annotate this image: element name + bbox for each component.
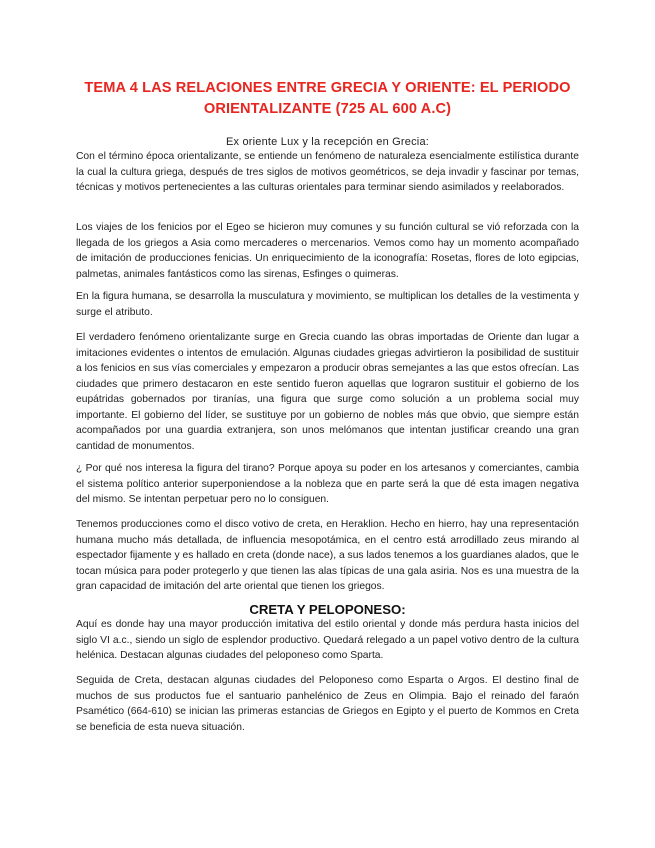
document-subtitle: Ex oriente Lux y la recepción en Grecia: (225, 136, 430, 148)
paragraph-viajes-fenicios: Los viajes de los fenicios por el Egeo se hicieron muy comunes y su función cultural se vió reforzada con la llegada de los griegos a Asia como mercaderes o mercenarios. Vemos como hay un momento acompañado de imitación de producciones fenicias. Un enriquecimiento de la iconografía: Rosetas, flores de loto egipcias, palmetas, animales fantásticos como las sirenas, Esfinges o quimeras. (76, 222, 579, 280)
paragraph-figura-humana: En la figura humana, se desarrolla la musculatura y movimiento, se multiplican los detalles de la vestimenta y surge el atributo. (76, 291, 579, 318)
paragraph-figura-tirano: ¿ Por qué nos interesa la figura del tirano? Porque apoya su poder en los artesanos y comerciantes, cambia el sistema político anterior superponiendose a la nobleza que en parte será la que dé esta imagen negativa del mismo. Se intentan perpetuar pero no lo consiguen. (76, 463, 579, 505)
paragraph-produccion-imitativa: Aquí es donde hay una mayor producción imitativa del estilo oriental y donde más perdura hasta inicios del siglo VI a.c., siendo un siglo de esplendor productivo. Quedará relegado a un papel votivo dentro de la cultura helénica. Destacan algunas ciudades del peloponeso como Sparta. (76, 619, 579, 661)
paragraph-seguida-creta: Seguida de Creta, destacan algunas ciudades del Peloponeso como Esparta o Argos. El destino final de muchos de sus productos fue el santuario panhelénico de Zeus en Olimpia. Bajo el reinado del faraón Psamético (664-610) se inician las primeras estancias de Griegos en Egipto y el puerto de Kommos en Creta se beneficia de esta nueva situación. (76, 675, 579, 733)
section-heading-creta-peloponeso: CRETA Y PELOPONESO: (249, 602, 406, 617)
document-title: TEMA 4 LAS RELACIONES ENTRE GRECIA Y ORIENTE: EL PERIODO ORIENTALIZANTE (725 AL 600 A.C) (84, 80, 571, 117)
paragraph-epoca-orientalizante: Con el término época orientalizante, se entiende un fenómeno de naturaleza esencialmente estilística durante la cual la cultura griega, después de tres siglos de motivos geométricos, se deja invadir y fascinar por temas, técnicas y motivos pertenecientes a las culturas orientales para terminar siendo asimilados y reelaborados. (76, 151, 579, 193)
paragraph-fenomeno-orientalizante: El verdadero fenómeno orientalizante surge en Grecia cuando las obras importadas de Oriente dan lugar a imitaciones evidentes o intentos de emulación. Algunas ciudades griegas advirtieron la posibilidad de sustituir a los fenicios en sus vías comerciales y empezaron a producir obras semejantes a las que estos ofrecían. Las ciudades que primero destacaron en este sentido fueron aquellas que lograron sustituir el gobierno de los eupátridas gobernados por tiranías, una figura que surge como solución a un problema social muy importante. El gobierno del líder, se sustituye por un gobierno de nobles más que obvio, que siempre están acompañados por una guardia extranjera, son unos melómanos que intentan justificar creando una gran cantidad de monumentos. (76, 332, 579, 452)
paragraph-disco-votivo: Tenemos producciones como el disco votivo de creta, en Heraklion. Hecho en hierro, hay una representación humana mucho más detallada, de influencia mesopotámica, en el centro está arrodillado zeus mirando al espectador fijamente y es hallado en creta (donde nace), a sus lados tenemos a los guardianes alados, que le tocan música para poder protegerlo y que tienen las alas típicas de una gala asiria. Nos es una muestra de la gran capacidad de imitación del arte oriental que tienen los griegos. (76, 519, 579, 592)
